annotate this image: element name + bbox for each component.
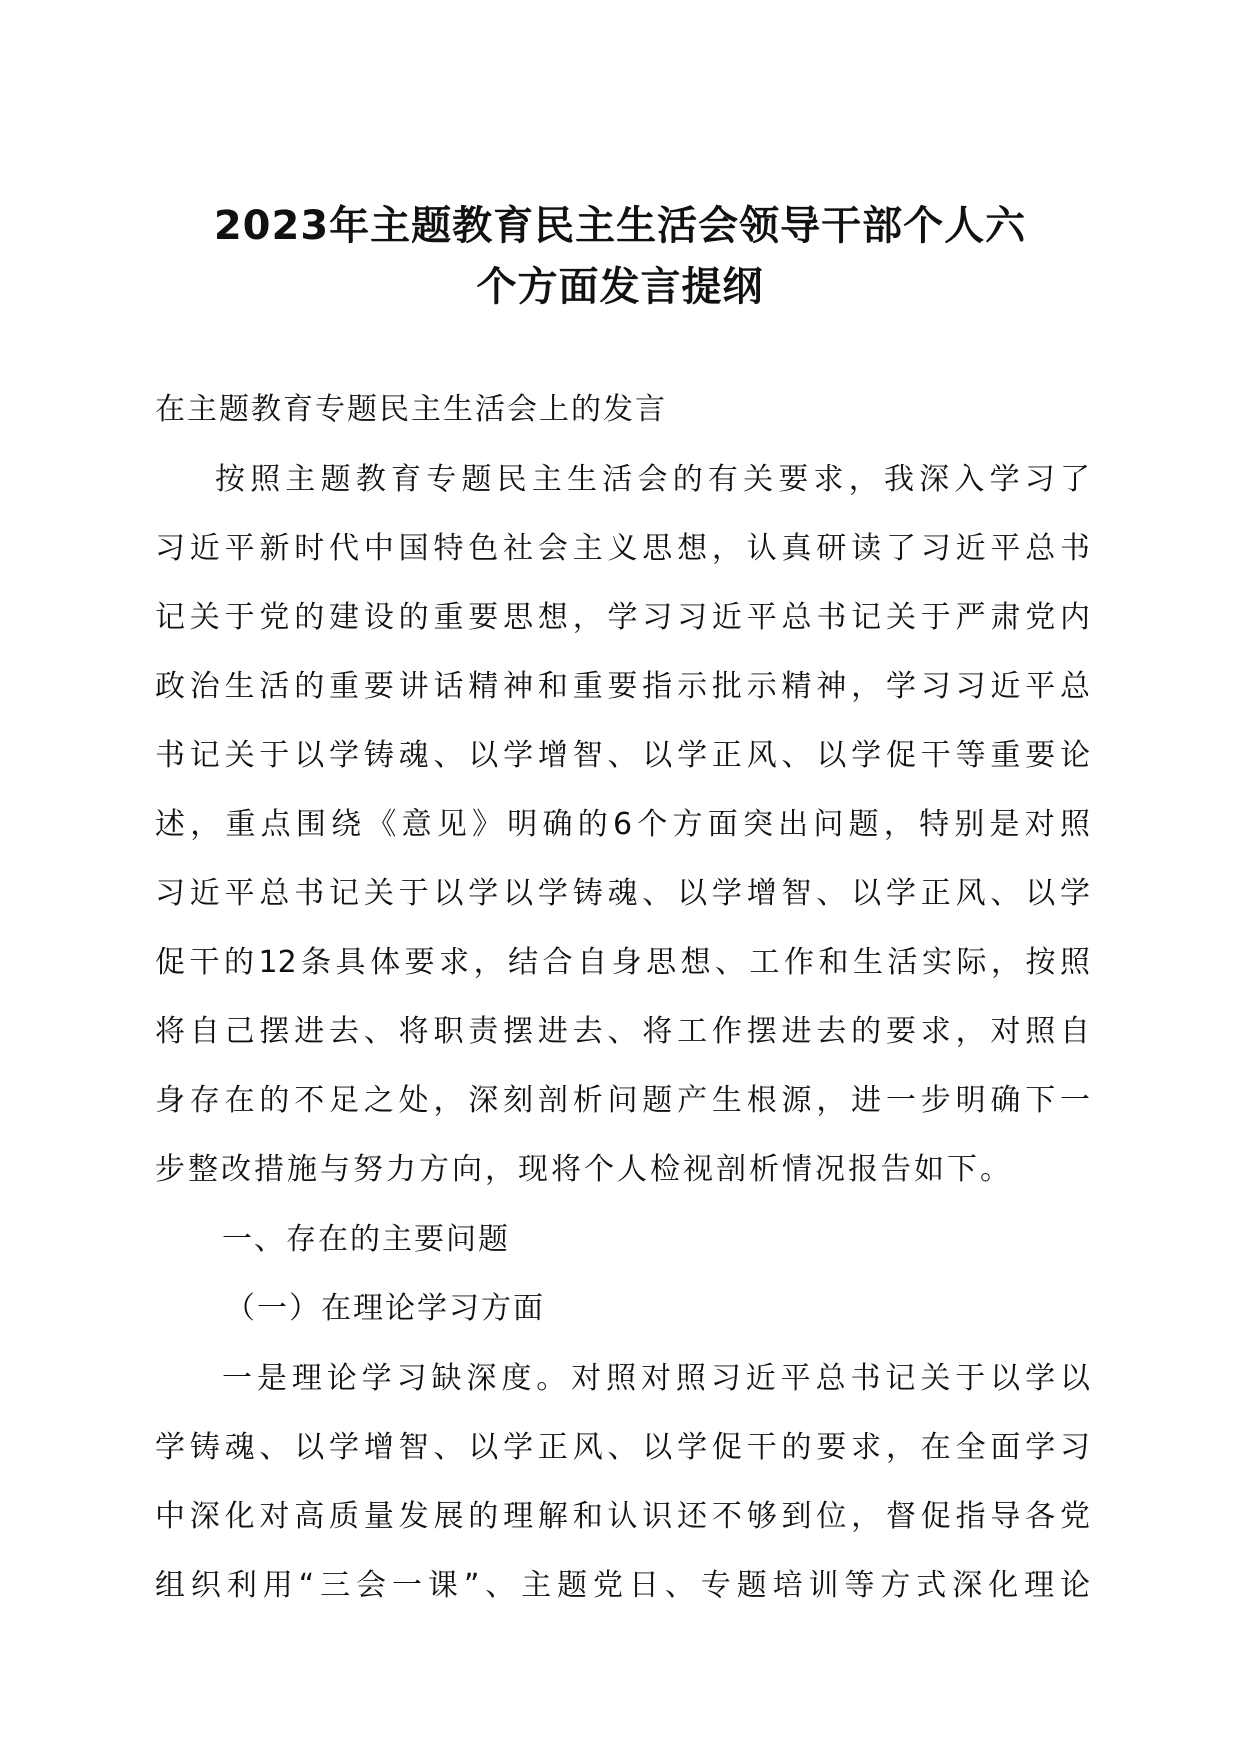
paragraph-line: 记关于党的建设的重要思想，学习习近平总书记关于严肃党内 [155,600,1090,635]
document-title-line-1: 2023年主题教育民主生活会领导干部个人六 [213,203,1027,249]
paragraph-line: 一是理论学习缺深度。对照对照习近平总书记关于以学以 [222,1361,1090,1396]
paragraph-line: 身存在的不足之处，深刻剖析问题产生根源，进一步明确下一 [155,1083,1090,1118]
paragraph-line: 习近平总书记关于以学以学铸魂、以学增智、以学正风、以学 [155,876,1090,911]
paragraph-line: 将自己摆进去、将职责摆进去、将工作摆进去的要求，对照自 [155,1014,1090,1049]
paragraph-line: 述，重点围绕《意见》明确的6个方面突出问题，特别是对照 [155,807,1090,842]
document-title-line-2: 个方面发言提纲 [476,264,764,310]
paragraph-line: 步整改措施与努力方向，现将个人检视剖析情况报告如下。 [155,1152,1013,1187]
paragraph-line: 按照主题教育专题民主生活会的有关要求，我深入学习了 [215,462,1090,497]
paragraph-line: 促干的12条具体要求，结合自身思想、工作和生活实际，按照 [155,945,1090,980]
document-subtitle: 在主题教育专题民主生活会上的发言 [155,392,667,427]
paragraph-line: 习近平新时代中国特色社会主义思想，认真研读了习近平总书 [155,531,1090,566]
paragraph-line: 学铸魂、以学增智、以学正风、以学促干的要求，在全面学习 [155,1430,1090,1465]
paragraph-line: 书记关于以学铸魂、以学增智、以学正风、以学促干等重要论 [155,738,1090,773]
paragraph-line: 组织利用“三会一课”、主题党日、专题培训等方式深化理论 [155,1568,1090,1603]
subsection-heading: （一）在理论学习方面 [225,1291,545,1326]
paragraph-line: 中深化对高质量发展的理解和认识还不够到位，督促指导各党 [155,1499,1090,1534]
section-heading: 一、存在的主要问题 [222,1222,510,1257]
paragraph-line: 政治生活的重要讲话精神和重要指示批示精神，学习习近平总 [155,669,1090,704]
